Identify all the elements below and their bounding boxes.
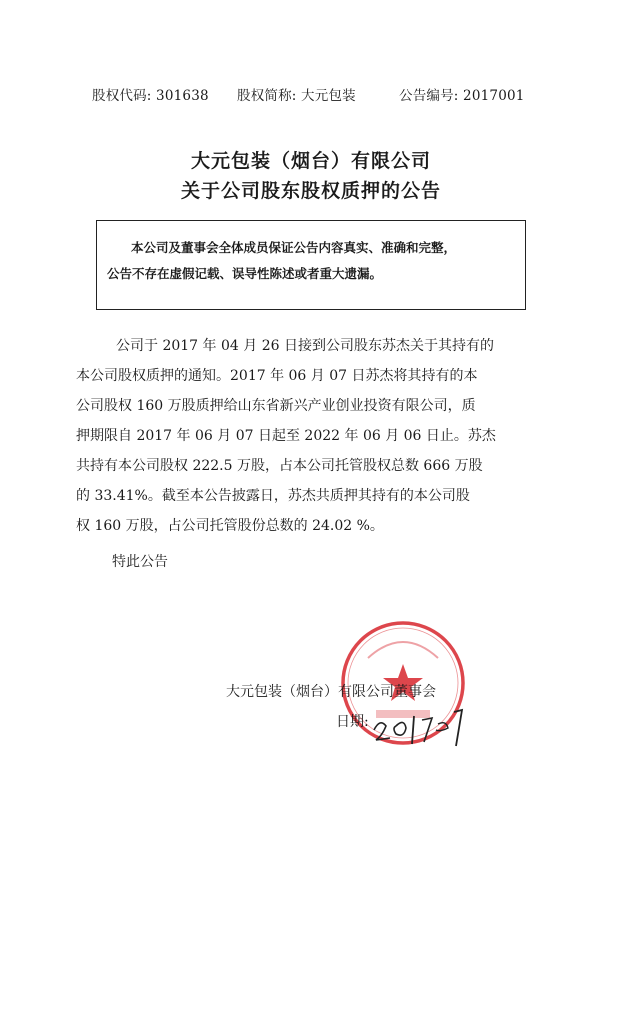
announcement-body: [76, 331, 546, 541]
notice-line-2: 公告不存在虚假记载、误导性陈述或者重大遗漏。: [107, 266, 383, 281]
stock-code: 股权代码: 301638: [92, 88, 209, 104]
notice-line-1: 本公司及董事会全体成员保证公告内容真实、准确和完整，: [131, 240, 457, 255]
handwritten-date-signature: [370, 700, 470, 750]
stock-abbreviation: 股权简称: 大元包装: [237, 88, 356, 104]
body-line: 共持有本公司股权 222.5 万股，占本公司托管股权总数 666 万股: [76, 458, 483, 474]
announcement-number: 公告编号: 2017001: [399, 88, 525, 104]
body-line: 的 33.41%。截至本公告披露日，苏杰共质押其持有的本公司股: [76, 488, 470, 504]
body-line: 公司股权 160 万股质押给山东省新兴产业创业投资有限公司，质: [76, 398, 476, 414]
header-line: [92, 84, 532, 104]
body-line: 本公司股权质押的通知。2017 年 06 月 07 日苏杰将其持有的本: [76, 368, 478, 384]
body-line: 权 160 万股，占公司托管股份总数的 24.02 %。: [76, 518, 384, 534]
body-line: 押期限自 2017 年 06 月 07 日起至 2022 年 06 月 06 日止。苏杰: [76, 428, 496, 444]
notice-box: [96, 220, 526, 310]
closing-remark: 特此公告: [112, 554, 168, 570]
signing-date-label: 日期:: [336, 714, 369, 730]
document-title-company: 大元包装（烟台）有限公司: [190, 150, 431, 172]
signing-company: 大元包装（烟台）有限公司董事会: [226, 684, 436, 700]
body-line: 公司于 2017 年 04 月 26 日接到公司股东苏杰关于其持有的: [116, 338, 494, 354]
document-title-subject: 关于公司股东股权质押的公告: [180, 180, 441, 202]
